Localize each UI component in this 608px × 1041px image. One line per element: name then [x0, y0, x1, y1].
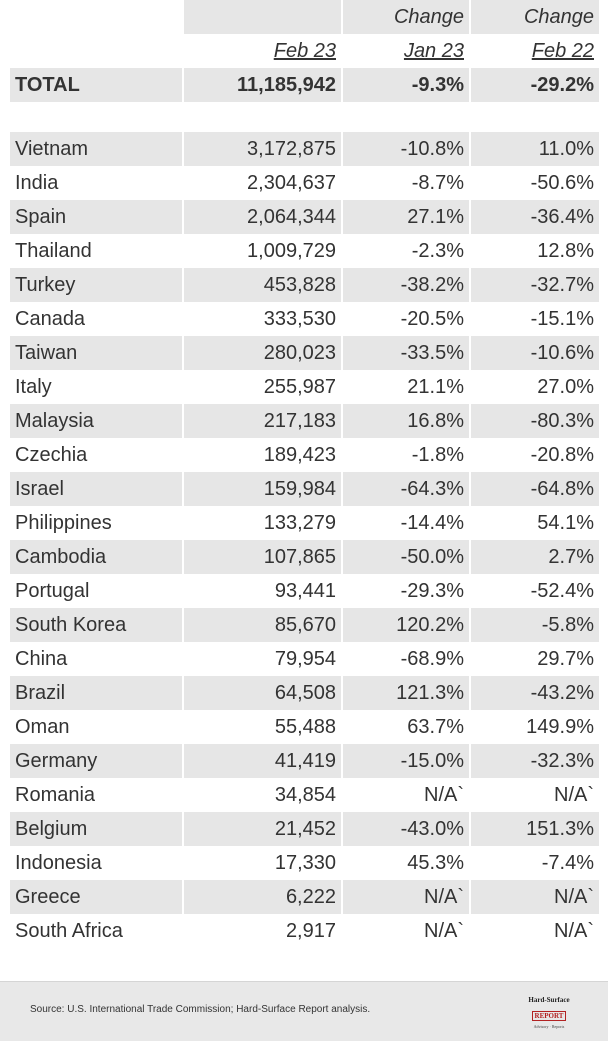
value-cell: 3,172,875 — [184, 132, 343, 166]
change-feb-cell: -10.6% — [471, 336, 599, 370]
logo-line3: Advisory · Reports — [533, 1024, 565, 1029]
table-row — [10, 914, 599, 948]
table-row — [10, 574, 599, 608]
table-row — [10, 642, 599, 676]
change-jan-cell: -38.2% — [343, 268, 471, 302]
change-jan-cell: -8.7% — [343, 166, 471, 200]
change-jan-cell: -29.3% — [343, 574, 471, 608]
country-cell: Spain — [10, 200, 184, 234]
total-change-feb: -29.2% — [471, 68, 599, 102]
value-cell: 64,508 — [184, 676, 343, 710]
change-jan-cell: -14.4% — [343, 506, 471, 540]
change-feb-cell: 149.9% — [471, 710, 599, 744]
value-cell: 79,954 — [184, 642, 343, 676]
value-cell: 453,828 — [184, 268, 343, 302]
country-cell: Taiwan — [10, 336, 184, 370]
total-label: TOTAL — [10, 68, 184, 102]
change-jan-cell: -33.5% — [343, 336, 471, 370]
value-cell: 2,304,637 — [184, 166, 343, 200]
change-feb-cell: 27.0% — [471, 370, 599, 404]
value-cell: 1,009,729 — [184, 234, 343, 268]
change-jan-cell: -64.3% — [343, 472, 471, 506]
value-cell: 280,023 — [184, 336, 343, 370]
change-feb-cell: N/A` — [471, 914, 599, 948]
total-value: 11,185,942 — [184, 68, 343, 102]
change-jan-cell: 16.8% — [343, 404, 471, 438]
table-body — [10, 132, 599, 948]
total-change-jan: -9.3% — [343, 68, 471, 102]
header-change-label: Change — [471, 0, 599, 34]
logo-line1: Hard-Surface — [528, 996, 570, 1004]
value-cell: 217,183 — [184, 404, 343, 438]
table-row — [10, 540, 599, 574]
country-cell: Philippines — [10, 506, 184, 540]
change-feb-cell: -50.6% — [471, 166, 599, 200]
change-feb-cell: -15.1% — [471, 302, 599, 336]
table-row — [10, 744, 599, 778]
value-cell: 255,987 — [184, 370, 343, 404]
country-cell: India — [10, 166, 184, 200]
header-period-feb22: Feb 22 — [471, 34, 599, 68]
change-feb-cell: 2.7% — [471, 540, 599, 574]
table-row — [10, 778, 599, 812]
country-cell: Romania — [10, 778, 184, 812]
country-cell: Brazil — [10, 676, 184, 710]
country-cell: Belgium — [10, 812, 184, 846]
change-jan-cell: N/A` — [343, 914, 471, 948]
table-row — [10, 880, 599, 914]
value-cell: 333,530 — [184, 302, 343, 336]
country-cell: Czechia — [10, 438, 184, 472]
table-row — [10, 234, 599, 268]
value-cell: 2,064,344 — [184, 200, 343, 234]
value-cell: 34,854 — [184, 778, 343, 812]
change-feb-cell: 11.0% — [471, 132, 599, 166]
change-feb-cell: -36.4% — [471, 200, 599, 234]
header-cell — [10, 34, 184, 68]
change-feb-cell: -64.8% — [471, 472, 599, 506]
change-feb-cell: -32.3% — [471, 744, 599, 778]
change-jan-cell: -1.8% — [343, 438, 471, 472]
country-cell: Turkey — [10, 268, 184, 302]
total-row — [10, 68, 599, 102]
country-cell: Indonesia — [10, 846, 184, 880]
change-feb-cell: -80.3% — [471, 404, 599, 438]
value-cell: 17,330 — [184, 846, 343, 880]
country-cell: Vietnam — [10, 132, 184, 166]
country-cell: Thailand — [10, 234, 184, 268]
change-jan-cell: -10.8% — [343, 132, 471, 166]
country-cell: Portugal — [10, 574, 184, 608]
change-feb-cell: -52.4% — [471, 574, 599, 608]
change-jan-cell: -20.5% — [343, 302, 471, 336]
change-jan-cell: 121.3% — [343, 676, 471, 710]
table-row — [10, 438, 599, 472]
value-cell: 2,917 — [184, 914, 343, 948]
change-jan-cell: -50.0% — [343, 540, 471, 574]
change-feb-cell: 12.8% — [471, 234, 599, 268]
table-row — [10, 710, 599, 744]
value-cell: 93,441 — [184, 574, 343, 608]
country-cell: South Africa — [10, 914, 184, 948]
change-feb-cell: N/A` — [471, 778, 599, 812]
change-feb-cell: 151.3% — [471, 812, 599, 846]
change-jan-cell: -68.9% — [343, 642, 471, 676]
table-spacer — [10, 102, 599, 132]
country-cell: Cambodia — [10, 540, 184, 574]
change-jan-cell: 27.1% — [343, 200, 471, 234]
country-cell: Italy — [10, 370, 184, 404]
header-period-jan23: Jan 23 — [343, 34, 471, 68]
table-row — [10, 812, 599, 846]
change-feb-cell: N/A` — [471, 880, 599, 914]
value-cell: 107,865 — [184, 540, 343, 574]
header-cell — [10, 0, 184, 34]
data-table — [10, 0, 599, 948]
header-row-period — [10, 34, 599, 68]
value-cell: 21,452 — [184, 812, 343, 846]
header-row-change — [10, 0, 599, 34]
table-row — [10, 846, 599, 880]
change-feb-cell: -43.2% — [471, 676, 599, 710]
country-cell: Oman — [10, 710, 184, 744]
table-row — [10, 472, 599, 506]
table-row — [10, 336, 599, 370]
change-feb-cell: -20.8% — [471, 438, 599, 472]
table-row — [10, 370, 599, 404]
table-row — [10, 166, 599, 200]
country-cell: Greece — [10, 880, 184, 914]
table-row — [10, 268, 599, 302]
header-cell — [184, 0, 343, 34]
table-row — [10, 132, 599, 166]
change-jan-cell: 120.2% — [343, 608, 471, 642]
value-cell: 159,984 — [184, 472, 343, 506]
change-jan-cell: 63.7% — [343, 710, 471, 744]
change-jan-cell: N/A` — [343, 778, 471, 812]
change-jan-cell: N/A` — [343, 880, 471, 914]
value-cell: 189,423 — [184, 438, 343, 472]
country-cell: China — [10, 642, 184, 676]
value-cell: 85,670 — [184, 608, 343, 642]
value-cell: 41,419 — [184, 744, 343, 778]
country-cell: Israel — [10, 472, 184, 506]
table-row — [10, 608, 599, 642]
change-feb-cell: -7.4% — [471, 846, 599, 880]
table-row — [10, 506, 599, 540]
change-jan-cell: -15.0% — [343, 744, 471, 778]
table-row — [10, 200, 599, 234]
table-row — [10, 404, 599, 438]
country-cell: Canada — [10, 302, 184, 336]
country-cell: South Korea — [10, 608, 184, 642]
change-jan-cell: -2.3% — [343, 234, 471, 268]
value-cell: 55,488 — [184, 710, 343, 744]
source-note: Source: U.S. International Trade Commission; Hard-Surface Report analysis. — [30, 1004, 371, 1015]
change-feb-cell: -5.8% — [471, 608, 599, 642]
change-jan-cell: 45.3% — [343, 846, 471, 880]
header-change-label: Change — [343, 0, 471, 34]
change-feb-cell: 29.7% — [471, 642, 599, 676]
logo-line2: REPORT — [532, 1011, 567, 1021]
change-feb-cell: -32.7% — [471, 268, 599, 302]
footer — [0, 981, 608, 1041]
country-cell: Malaysia — [10, 404, 184, 438]
change-feb-cell: 54.1% — [471, 506, 599, 540]
country-cell: Germany — [10, 744, 184, 778]
value-cell: 6,222 — [184, 880, 343, 914]
header-period-feb23: Feb 23 — [184, 34, 343, 68]
change-jan-cell: -43.0% — [343, 812, 471, 846]
hard-surface-report-logo — [527, 996, 571, 1028]
value-cell: 133,279 — [184, 506, 343, 540]
table-row — [10, 676, 599, 710]
table-row — [10, 302, 599, 336]
change-jan-cell: 21.1% — [343, 370, 471, 404]
